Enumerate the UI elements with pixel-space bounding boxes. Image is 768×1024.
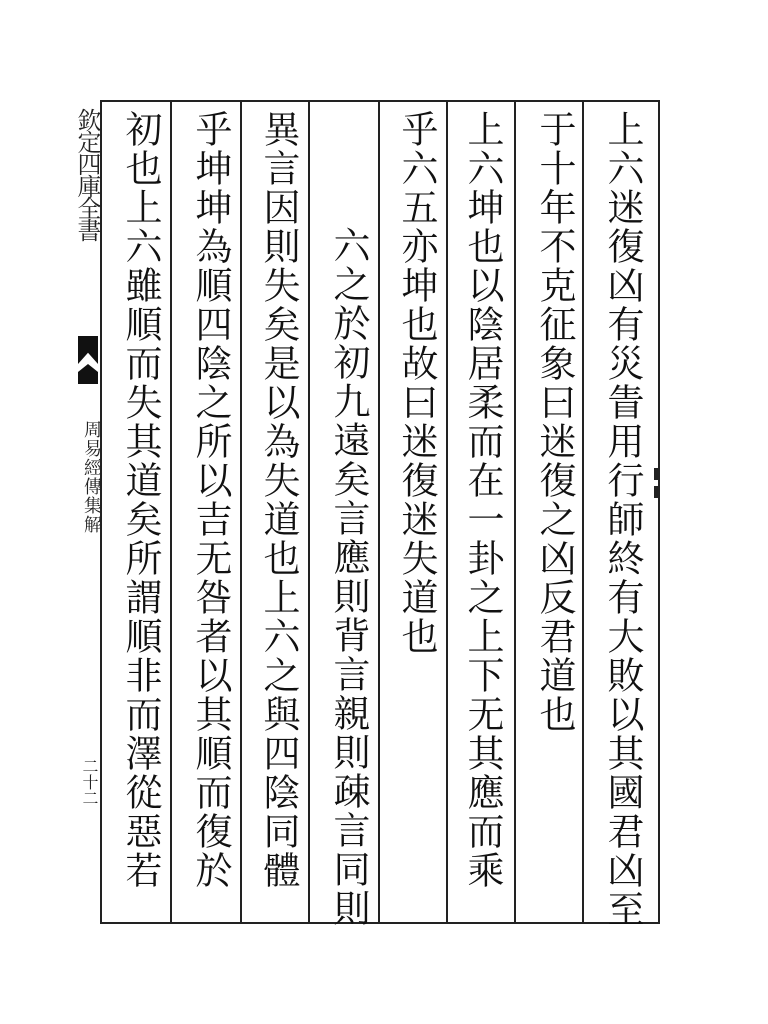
frame-top-border: [100, 100, 660, 102]
margin-book-title: 欽定四庫全書: [73, 108, 101, 240]
column-rule: [170, 100, 172, 924]
column-rule: [240, 100, 242, 924]
column-rule: [446, 100, 448, 924]
text-column-3: 上六坤也以陰居柔而在一卦之上下无其應而乘: [461, 110, 504, 890]
text-column-1: 上六迷復凶有災眚用行師終有大敗以其國君凶至: [601, 110, 644, 929]
fishtail-mark-icon: [78, 364, 98, 384]
text-column-4: 乎六五亦坤也故曰迷復迷失道也: [395, 110, 438, 656]
text-column-5: 六之於初九遠矣言應則背言親則疎言同則: [327, 226, 370, 928]
ink-marks: [650, 462, 662, 532]
margin-chapter-title: 周易經傳集解: [81, 420, 102, 534]
text-column-2: 于十年不克征象曰迷復之凶反君道也: [533, 110, 576, 734]
column-rule: [514, 100, 516, 924]
fishtail-mark-icon: [78, 336, 98, 364]
frame-bottom-border: [100, 922, 660, 924]
margin-page-number: 二十二: [80, 758, 99, 806]
text-column-8: 初也上六雖順而失其道矣所謂順非而澤從惡若: [119, 110, 162, 890]
text-column-7: 乎坤坤為順四陰之所以吉无咎者以其順而復於: [189, 110, 232, 890]
column-rule: [582, 100, 584, 924]
column-rule: [378, 100, 380, 924]
column-rule: [308, 100, 310, 924]
text-column-6: 異言因則失矣是以為失道也上六之與四陰同體: [257, 110, 300, 890]
